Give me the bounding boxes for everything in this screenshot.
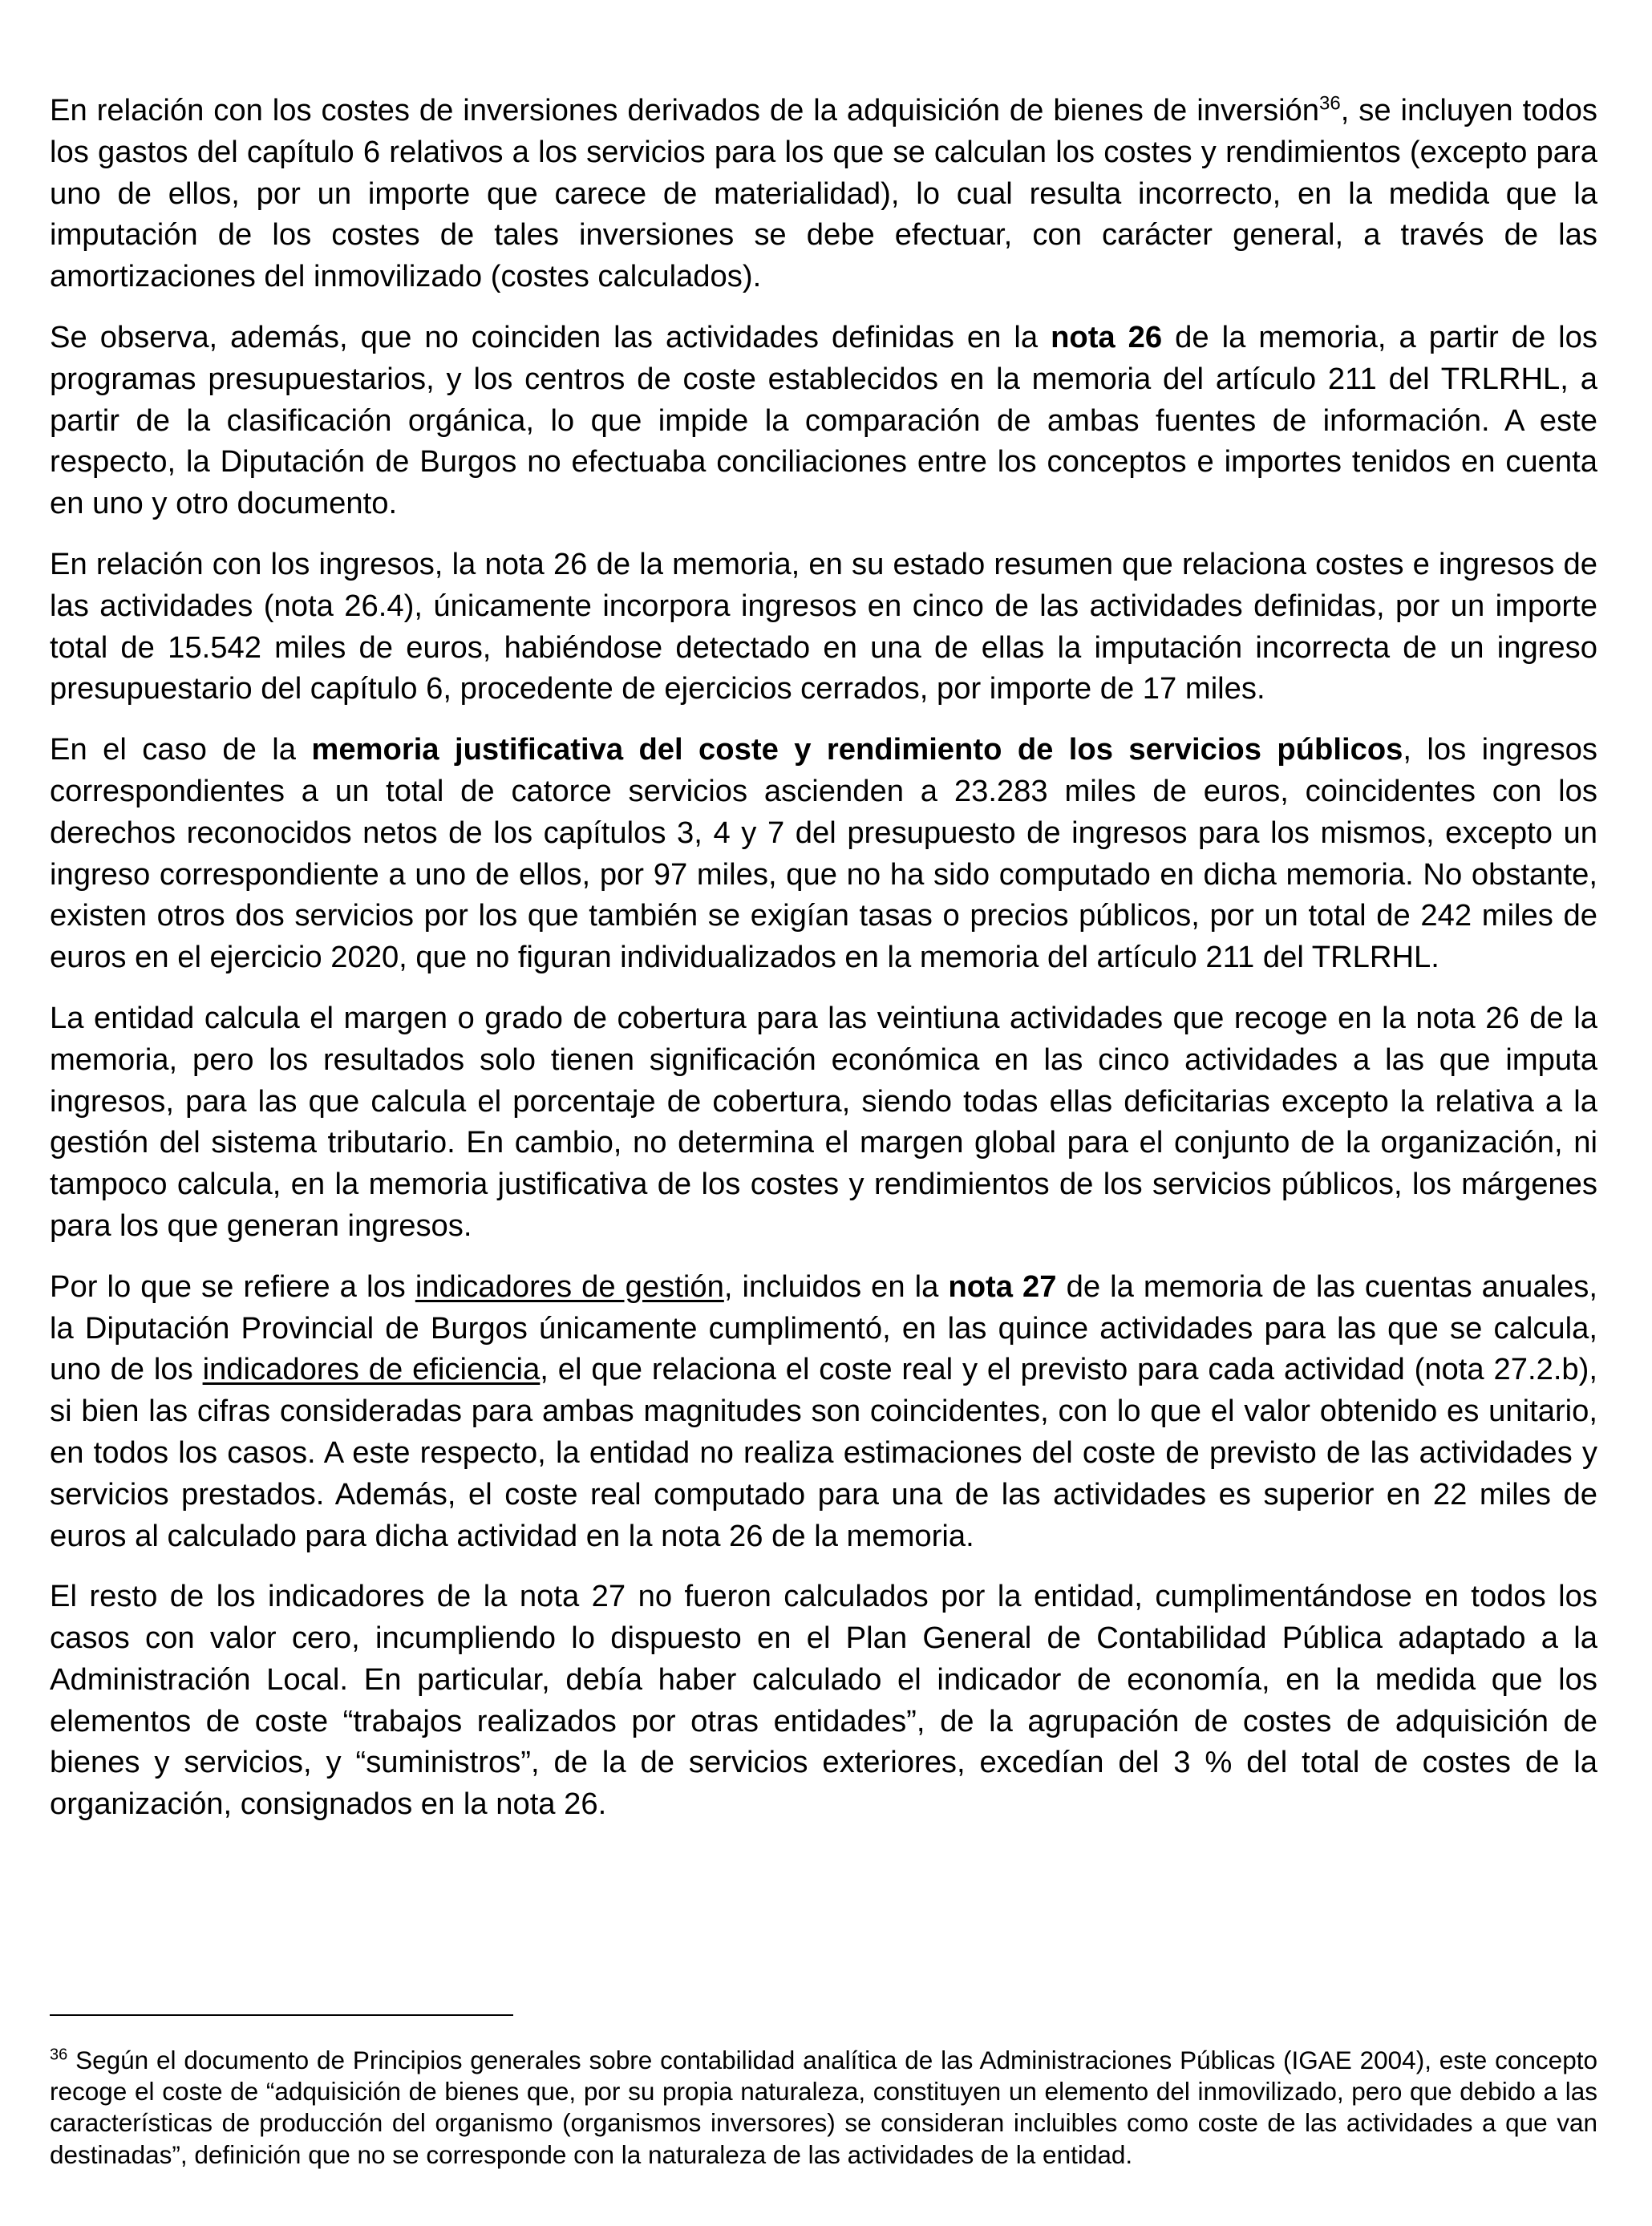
paragraph-other-indicators — [50, 1576, 1597, 1825]
text: , incluidos en la — [723, 1269, 949, 1304]
text: En relación con los costes de inversiones derivados de la adquisición de bienes de inversión — [50, 93, 1320, 127]
text: de la memoria de las cuentas anuales, la Diputación Provincial de Burgos únicamente cumplimentó, en las quince actividades para las que se calcula, uno de los — [50, 1269, 1598, 1387]
text: El resto de los indicadores de la nota 27 no fueron calculados por la entidad, cumplimentándose en todos los casos con valor cero, incumpliendo lo dispuesto en el Plan General de Contabilidad Pública adaptado a la Administración Local. En particular, debía haber calculado el indicador de economía, en la medida que los elementos de coste “trabajos realizados por otras entidades”, de la agrupación de costes de adquisición de bienes y servicios, y “suministros”, de la de servicios exteriores, excedían del 3 % del total de costes de la organización, consignados en la nota 26. — [50, 1579, 1597, 1822]
footnote-reference: 36 — [1319, 92, 1341, 115]
text: , se incluyen todos los gastos del capítulo 6 relativos a los servicios para los que se calculan los costes y rendimientos (excepto para uno de ellos, por un importe que carece de materialidad), lo cual resulta incorrecto, en la medida que la imputación de los costes de tales inversiones se debe efectuar, con carácter general, a través de las amortizaciones del inmovilizado (costes calculados). — [50, 93, 1597, 294]
bold-text: memoria justificativa del coste y rendimiento de los servicios públicos — [311, 732, 1403, 767]
paragraph-income — [50, 544, 1597, 710]
footnote-separator — [50, 2014, 513, 2016]
document-body — [50, 90, 1597, 1844]
text: de la memoria, a partir de los programas presupuestarios, y los centros de coste establecidos en la memoria del artículo 211 del TRLRHL, a partir de la clasificación orgánica, lo que impide la comparación de ambas fuentes de información. A este respecto, la Diputación de Burgos no efectuaba conciliaciones entre los conceptos e importes tenidos en cuenta en uno y otro documento. — [50, 319, 1598, 521]
footnote — [50, 2045, 1597, 2171]
text: En el caso de la — [50, 732, 312, 767]
text: La entidad calcula el margen o grado de cobertura para las veintiuna actividades que recoge en la nota 26 de la memoria, pero los resultados solo tienen significación económica en las cinco actividades a las que imputa ingresos, para las que calcula el porcentaje de cobertura, siendo todas ellas deficitarias excepto la relativa a la gestión del sistema tributario. En cambio, no determina el margen global para el conjunto de la organización, ni tampoco calcula, en la memoria justificativa de los costes y rendimientos de los servicios públicos, los márgenes para los que generan ingresos. — [50, 1000, 1597, 1243]
paragraph-activities-mismatch — [50, 317, 1597, 524]
underlined-text: indicadores de gestión — [415, 1269, 724, 1304]
paragraph-investment-costs — [50, 90, 1597, 297]
paragraph-justification-memory — [50, 729, 1597, 978]
text: , el que relaciona el coste real y el previsto para cada actividad (nota 27.2.b), si bien las cifras consideradas para ambas magnitudes son coincidentes, con lo que el valor obtenido es unitario, en todos los casos. A este respecto, la entidad no realiza estimaciones del coste de previsto de las actividades y servicios prestados. Además, el coste real computado para una de las actividades es superior en 22 miles de euros al calculado para dicha actividad en la nota 26 de la memoria. — [50, 1352, 1597, 1553]
paragraph-coverage-margin — [50, 998, 1597, 1247]
text: En relación con los ingresos, la nota 26 de la memoria, en su estado resumen que relaciona costes e ingresos de las actividades (nota 26.4), únicamente incorpora ingresos en cinco de las actividades definidas, por un importe total de 15.542 miles de euros, habiéndose detectado en una de ellas la imputación incorrecta de un ingreso presupuestario del capítulo 6, procedente de ejercicios cerrados, por importe de 17 miles. — [50, 546, 1597, 706]
footnote-text: Según el documento de Principios generales sobre contabilidad analítica de las Administraciones Públicas (IGAE 2004), este concepto recoge el coste de “adquisición de bienes que, por su propia naturaleza, constituyen un elemento del inmovilizado, pero que debido a las características de producción del organismo (organismos inversores) se consideran incluibles como coste de las actividades a que van destinadas”, definición que no se corresponde con la naturaleza de las actividades de la entidad. — [50, 2046, 1597, 2169]
bold-text: nota 27 — [948, 1269, 1057, 1304]
text: , los ingresos correspondientes a un total de catorce servicios ascienden a 23.283 miles de euros, coincidentes con los derechos reconocidos netos de los capítulos 3, 4 y 7 del presupuesto de ingresos para los mismos, excepto un ingreso correspondiente a uno de ellos, por 97 miles, que no ha sido computado en dicha memoria. No obstante, existen otros dos servicios por los que también se exigían tasas o precios públicos, por un total de 242 miles de euros en el ejercicio 2020, que no figuran individualizados en la memoria del artículo 211 del TRLRHL. — [50, 732, 1597, 975]
text: Se observa, además, que no coinciden las actividades definidas en la — [50, 319, 1051, 354]
bold-text: nota 26 — [1051, 319, 1163, 354]
paragraph-management-indicators — [50, 1266, 1597, 1557]
underlined-text: indicadores de eficiencia — [202, 1352, 541, 1387]
footnote-number: 36 — [50, 2046, 68, 2064]
text: Por lo que se refiere a los — [50, 1269, 415, 1304]
